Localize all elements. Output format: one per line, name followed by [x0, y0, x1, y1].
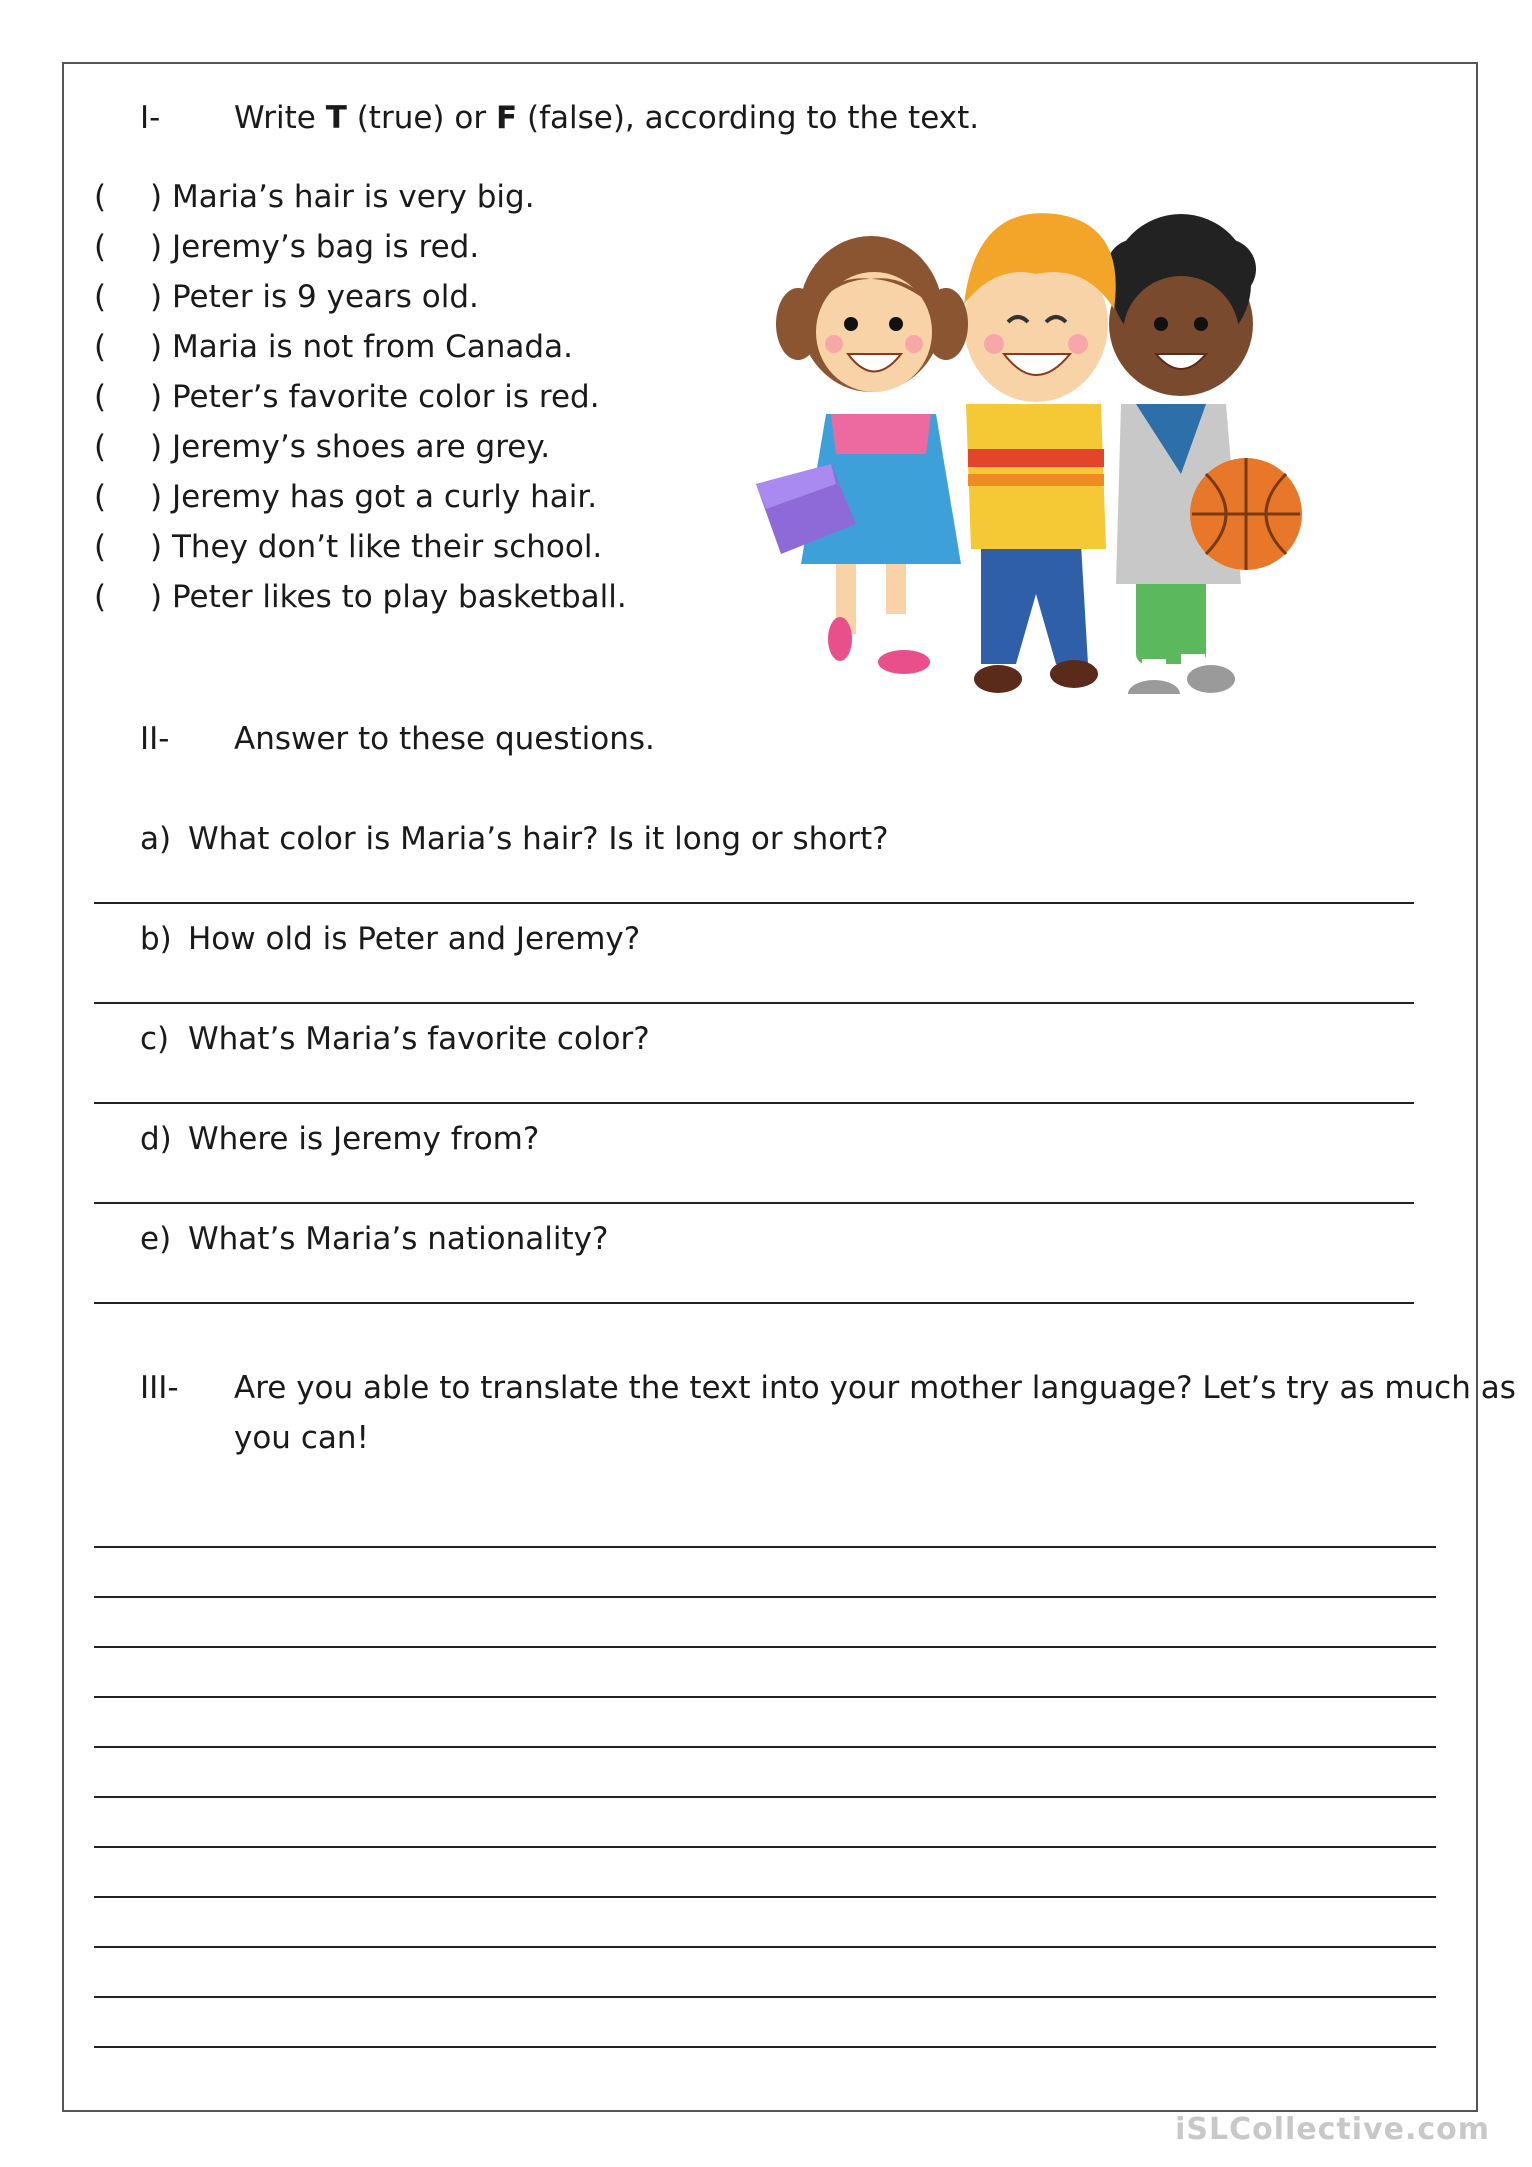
writing-line[interactable] [94, 1946, 1436, 1948]
answer-line-d[interactable] [94, 1202, 1414, 1204]
writing-line[interactable] [94, 1896, 1436, 1898]
writing-line[interactable] [94, 1646, 1436, 1648]
writing-line[interactable] [94, 1746, 1436, 1748]
three-kids-illustration-icon [736, 174, 1336, 694]
writing-line[interactable] [94, 2046, 1436, 2048]
question-a [140, 819, 889, 859]
tf-statement: ) Jeremy’s bag is red. [150, 229, 480, 265]
answer-line-a[interactable] [94, 902, 1414, 904]
tf-item[interactable] [94, 322, 654, 372]
answer-paren: ( [94, 579, 107, 615]
tf-item[interactable] [94, 272, 654, 322]
writing-line[interactable] [94, 1696, 1436, 1698]
section-3-continuation [234, 1418, 369, 1458]
tf-statement: ) Peter is 9 years old. [150, 279, 479, 315]
section-2-heading [140, 719, 655, 759]
section-3-heading [140, 1368, 1516, 1408]
tf-item[interactable] [94, 222, 654, 272]
question-letter: c) [140, 1021, 170, 1057]
boy-middle-figure [964, 213, 1116, 693]
question-text: Where is Jeremy from? [188, 1121, 540, 1157]
question-e [140, 1219, 608, 1259]
answer-paren: ( [94, 429, 107, 465]
answer-line-e[interactable] [94, 1302, 1414, 1304]
question-text: How old is Peter and Jeremy? [188, 921, 641, 957]
worksheet-page [62, 62, 1516, 2112]
writing-line[interactable] [94, 1846, 1436, 1848]
true-letter: T [325, 100, 347, 136]
question-letter: a) [140, 821, 172, 857]
section-3-line-2: you can! [234, 1420, 369, 1456]
question-text: What’s Maria’s favorite color? [188, 1021, 650, 1057]
tf-statement: ) Jeremy’s shoes are grey. [150, 429, 551, 465]
section-2-title: Answer to these questions. [234, 721, 655, 757]
question-letter: b) [140, 921, 172, 957]
writing-line[interactable] [94, 1796, 1436, 1798]
section-1-instruction-post: (false), according to the text. [517, 100, 980, 136]
section-3-line-1: Are you able to translate the text into your mother language? Let’s try as much as [234, 1370, 1516, 1406]
true-false-list [94, 172, 654, 622]
section-1-instruction-pre: Write [234, 100, 326, 136]
answer-paren: ( [94, 229, 107, 265]
section-3-number: III- [140, 1370, 179, 1406]
girl-left-figure [756, 236, 968, 674]
section-1-instruction-mid: (true) or [346, 100, 496, 136]
section-1-number: I- [140, 100, 161, 136]
tf-statement: ) Peter’s favorite color is red. [150, 379, 600, 415]
question-text: What’s Maria’s nationality? [188, 1221, 609, 1257]
section-1-heading [140, 98, 979, 138]
false-letter: F [495, 100, 518, 136]
question-b [140, 919, 640, 959]
tf-item[interactable] [94, 172, 654, 222]
tf-item[interactable] [94, 472, 654, 522]
tf-item[interactable] [94, 522, 654, 572]
answer-paren: ( [94, 479, 107, 515]
section-2-number: II- [140, 721, 170, 757]
tf-item[interactable] [94, 422, 654, 472]
question-letter: d) [140, 1121, 172, 1157]
tf-statement: ) Jeremy has got a curly hair. [150, 479, 598, 515]
question-d [140, 1119, 539, 1159]
tf-item[interactable] [94, 572, 654, 622]
answer-paren: ( [94, 279, 107, 315]
question-c [140, 1019, 650, 1059]
answer-line-b[interactable] [94, 1002, 1414, 1004]
writing-line[interactable] [94, 1546, 1436, 1548]
answer-paren: ( [94, 529, 107, 565]
writing-line[interactable] [94, 1996, 1436, 1998]
tf-statement: ) Maria is not from Canada. [150, 329, 573, 365]
tf-item[interactable] [94, 372, 654, 422]
tf-statement: ) Maria’s hair is very big. [150, 179, 535, 215]
answer-line-c[interactable] [94, 1102, 1414, 1104]
watermark: iSLCollective.com [1175, 2112, 1490, 2147]
question-letter: e) [140, 1221, 172, 1257]
answer-paren: ( [94, 379, 107, 415]
answer-paren: ( [94, 179, 107, 215]
tf-statement: ) They don’t like their school. [150, 529, 603, 565]
boy-right-figure [1106, 214, 1302, 694]
writing-line[interactable] [94, 1596, 1436, 1598]
answer-paren: ( [94, 329, 107, 365]
tf-statement: ) Peter likes to play basketball. [150, 579, 627, 615]
question-text: What color is Maria’s hair? Is it long or short? [188, 821, 889, 857]
